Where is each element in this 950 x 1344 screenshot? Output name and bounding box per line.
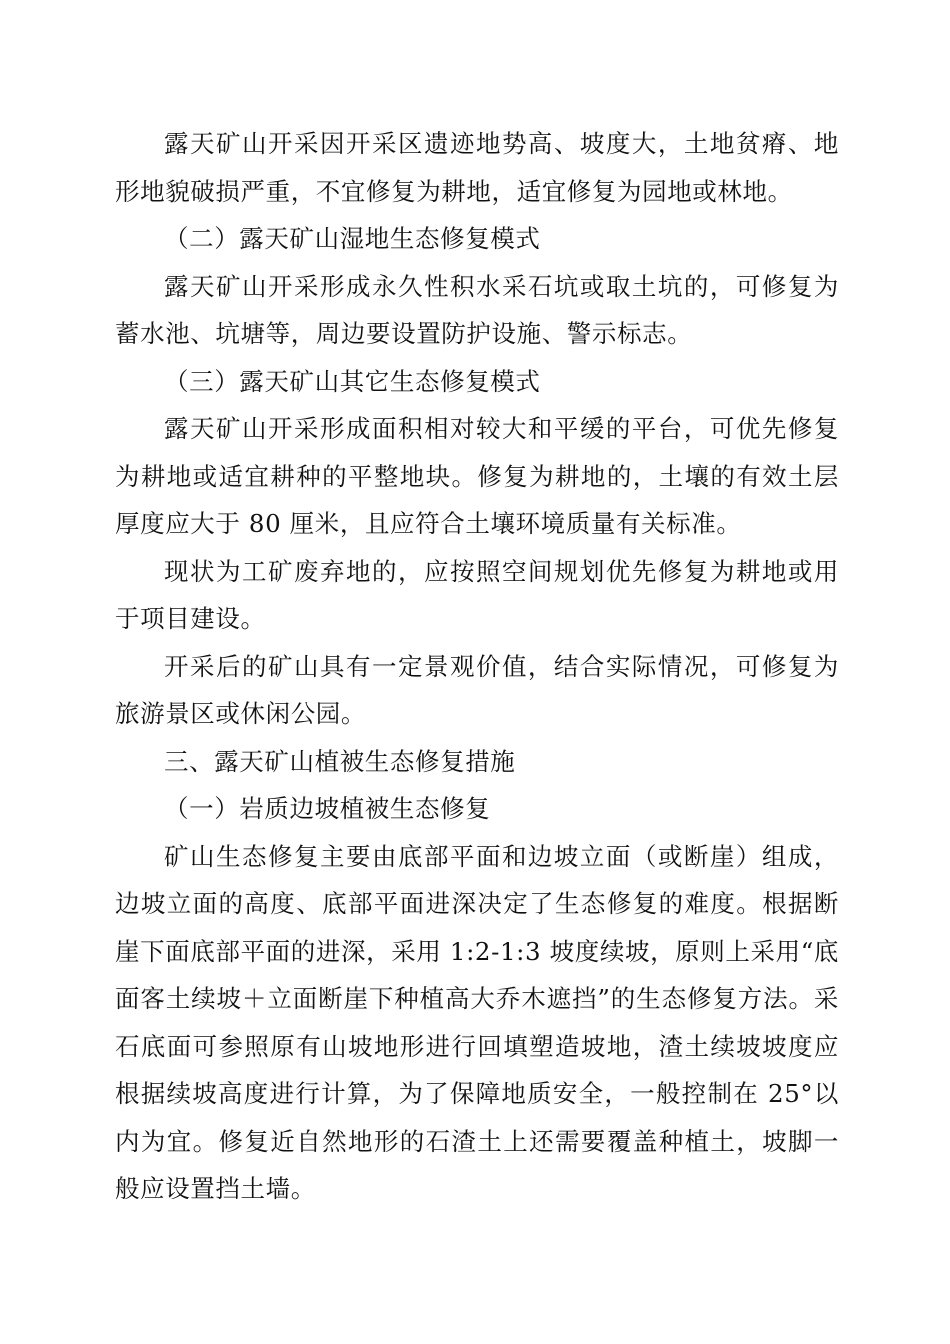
paragraph-abandoned-land: 现状为工矿废弃地的，应按照空间规划优先修复为耕地或用于项目建设。: [115, 556, 839, 633]
heading-rock-slope: （一）岩质边坡植被生态修复: [164, 794, 491, 823]
paragraph-landscape-value: 开采后的矿山具有一定景观价值，结合实际情况，可修复为旅游景区或休闲公园。: [115, 651, 839, 728]
paragraph-wetland: 露天矿山开采形成永久性积水采石坑或取土坑的，可修复为蓄水池、坑塘等，周边要设置防护设施、警示标志。: [115, 271, 839, 348]
paragraph-platform-farmland: 露天矿山开采形成面积相对较大和平缓的平台，可优先修复为耕地或适宜耕种的平整地块。修复为耕地的，土壤的有效土层厚度应大于 80 厘米，且应符合土壤环境质量有关标准。: [115, 414, 839, 538]
paragraph-garden-forest: 露天矿山开采因开采区遗迹地势高、坡度大，土地贫瘠、地形地貌破损严重，不宜修复为耕地，适宜修复为园地或林地。: [115, 129, 839, 206]
document-body: [115, 120, 839, 1213]
heading-wetland-mode: （二）露天矿山湿地生态修复模式: [164, 224, 541, 253]
heading-other-mode: （三）露天矿山其它生态修复模式: [164, 366, 541, 396]
paragraph-slope-restoration: 矿山生态修复主要由底部平面和边坡立面（或断崖）组成，边坡立面的高度、底部平面进深决定了生态修复的难度。根据断崖下面底部平面的进深，采用 1:2-1:3 坡度续坡，原则上采用“底面客土续坡＋立面断崖下种植高大乔木遮挡”的生态修复方法。采石底面可参照原有山坡地形进行回填塑造坡地，渣土续坡坡度应根据续坡高度进行计算，为了保障地质安全，一般控制在 25°以内为宜。修复近自然地形的石渣土上还需要覆盖种植土，坡脚一般应设置挡土墙。: [115, 841, 839, 1203]
heading-section-three: 三、露天矿山植被生态修复措施: [164, 746, 516, 776]
